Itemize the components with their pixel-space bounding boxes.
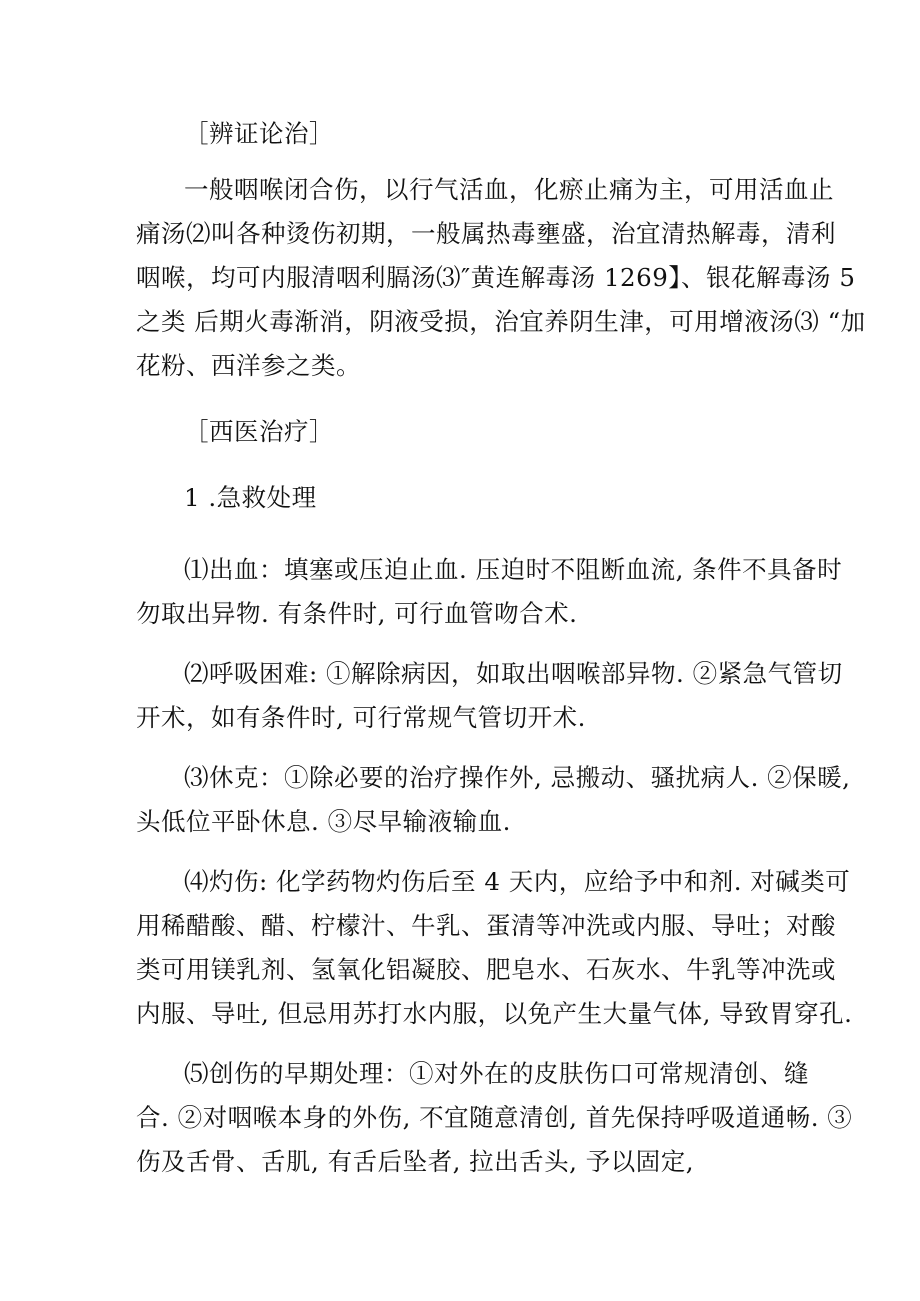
paragraph-line: 一般咽喉闭合伤，以行气活血，化瘀止痛为主，可用活血止 (184, 175, 834, 204)
paragraph-line: 伤及舌骨、舌肌, 有舌后坠者, 拉出舌头, 予以固定, (136, 1147, 695, 1176)
paragraph-line: 合. ②对咽喉本身的外伤, 不宜随意清创, 首先保持呼吸道通畅. ③ (136, 1103, 853, 1132)
paragraph-line: 开术，如有条件时, 可行常规气管切开术. (136, 703, 586, 732)
document-body (136, 112, 866, 1184)
paragraph-line: 类可用镁乳剂、氢氧化铝凝胶、肥皂水、石灰水、牛乳等冲洗或 (136, 955, 836, 984)
paragraph-line: 用稀醋酸、醋、柠檬汁、牛乳、蛋清等冲洗或内服、导吐；对酸 (136, 911, 836, 940)
item-burns (136, 860, 853, 1036)
paragraph-line: ⑵呼吸困难: ①解除病因，如取出咽喉部异物. ②紧急气管切 (184, 659, 843, 688)
paragraph-line: ⑷灼伤: 化学药物灼伤后至 4 天内，应给予中和剂. 对碱类可 (184, 867, 851, 896)
paragraph-treatment-tcm (136, 168, 866, 388)
paragraph-line: 咽喉，均可内服清咽利膈汤⑶″黄连解毒汤 1269】、银花解毒汤 5 (136, 263, 856, 292)
item-shock (136, 756, 851, 844)
item-bleeding (136, 548, 843, 636)
heading-xiyi: ［西医治疗］ (184, 417, 334, 446)
paragraph-line: ⑸创伤的早期处理：①对外在的皮肤伤口可常规清创、缝 (184, 1059, 809, 1088)
paragraph-line: 痛汤⑵叫各种烫伤初期，一般属热毒壅盛，治宜清热解毒，清利 (136, 219, 836, 248)
paragraph-line: 内服、导吐, 但忌用苏打水内服，以免产生大量气体, 导致胃穿孔. (136, 999, 853, 1028)
paragraph-line: ⑴出血：填塞或压迫止血. 压迫时不阻断血流, 条件不具备时 (184, 555, 843, 584)
paragraph-line: 勿取出异物. 有条件时, 可行血管吻合术. (136, 599, 578, 628)
paragraph-line: 头低位平卧休息. ③尽早输液输血. (136, 807, 511, 836)
item-trauma (136, 1052, 853, 1184)
section-first-aid: 1 .急救处理 (184, 483, 317, 512)
paragraph-line: ⑶休克：①除必要的治疗操作外, 忌搬动、骚扰病人. ②保暖, (184, 763, 851, 792)
paragraph-line: 之类 后期火毒渐消，阴液受损，治宜养阴生津，可用增液汤⑶ “加 (136, 307, 866, 336)
item-dyspnea (136, 652, 843, 740)
heading-bianzheng: ［辨证论治］ (184, 119, 334, 148)
paragraph-line: 花粉、西洋参之类。 (136, 351, 361, 380)
